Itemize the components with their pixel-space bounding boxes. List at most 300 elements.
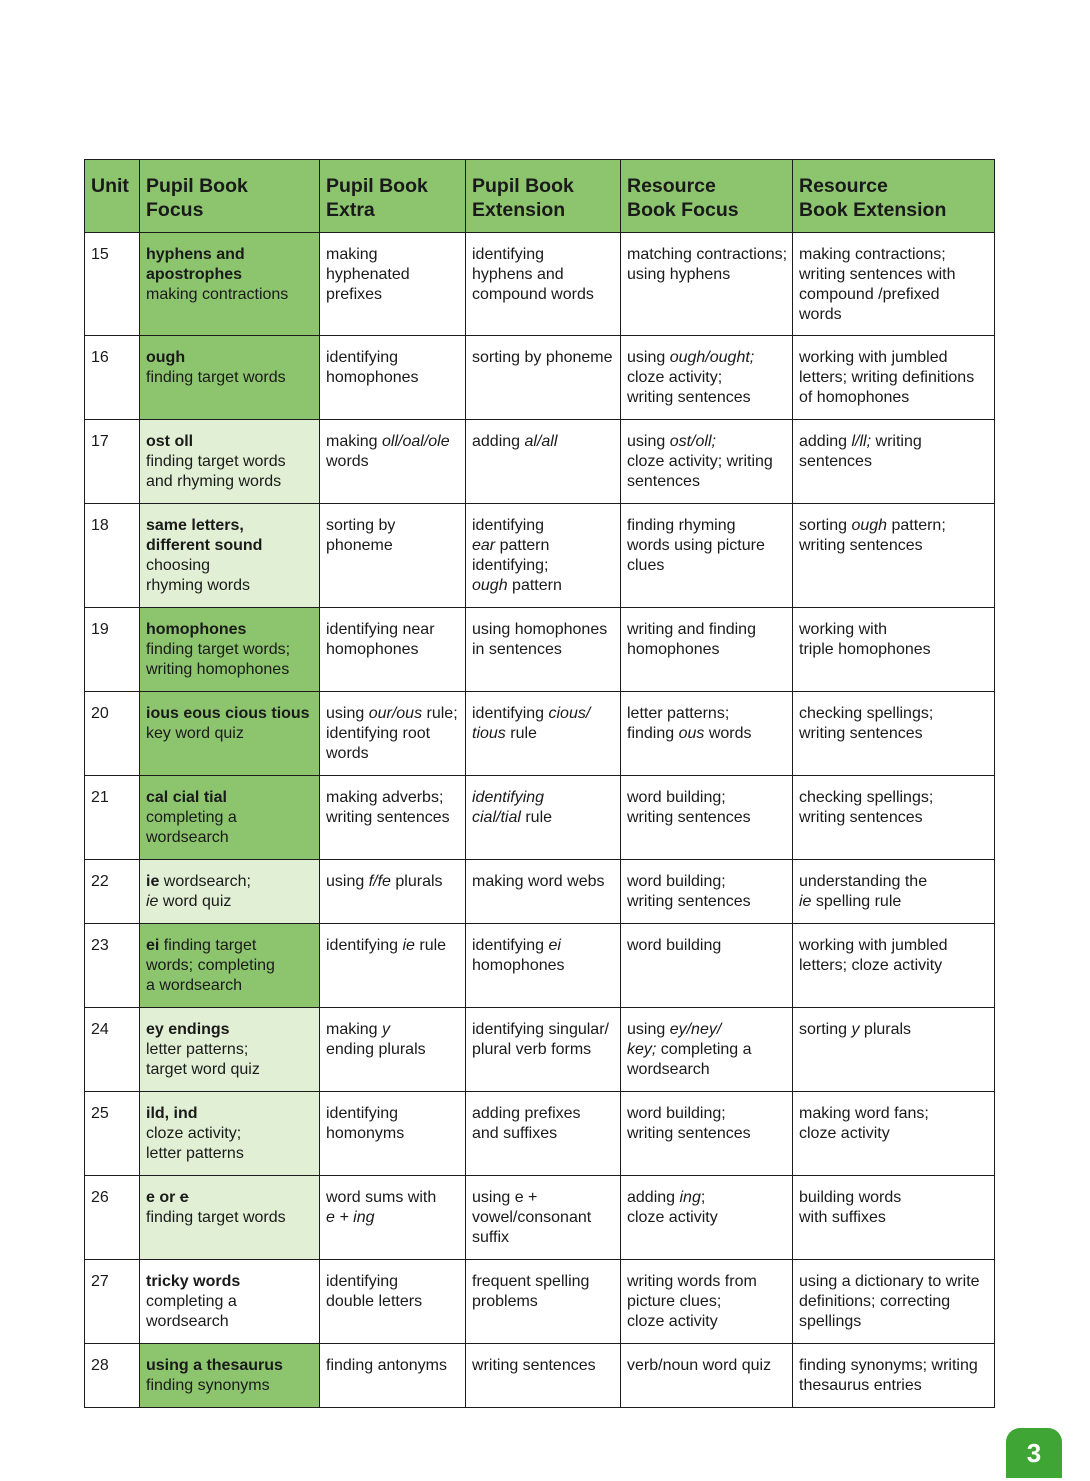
resource-book-focus-cell [621,1344,793,1408]
italic-text: oll/oal/ole [382,433,450,450]
cell-line [627,1104,788,1124]
cell-line [799,388,990,408]
cell-line [799,1188,990,1208]
cell-line [627,245,788,265]
plain-text: finding synonyms; writing [799,1357,978,1374]
cell-line [627,1312,788,1332]
resource-book-extension-cell [793,504,995,608]
italic-text: l/ll; [851,433,872,450]
cell-line [472,936,616,956]
cell-line [472,536,616,556]
pupil-book-extension-cell [466,336,621,420]
bold-text: ey endings [146,1021,230,1038]
bold-text: apostrophes [146,266,243,283]
plain-text: rule [520,809,553,826]
plain-text: target word quiz [146,1061,260,1078]
pupil-book-extra-cell [320,504,466,608]
cell-line [472,285,616,305]
plain-text: homonyms [326,1125,405,1142]
cell-line [326,936,461,956]
resource-book-extension-cell [793,608,995,692]
plain-text: making word webs [472,873,605,890]
cell-line [799,305,990,325]
resource-book-extension-cell [793,1260,995,1344]
pupil-book-focus-cell [140,336,320,420]
plain-text: definitions; correcting [799,1293,951,1310]
unit-number-cell: 15 [85,233,140,336]
plain-text: cloze activity [627,1209,718,1226]
resource-book-extension-cell [793,1344,995,1408]
cell-line [627,1292,788,1312]
cell-line [326,1104,461,1124]
cell-line [627,808,788,828]
plain-text: finding synonyms [146,1377,270,1394]
plain-text: words [799,306,842,323]
cell-line [326,1188,461,1208]
cell-line [326,1208,461,1228]
unit-number-cell: 24 [85,1008,140,1092]
cell-line [326,368,461,388]
table-header-row [85,160,995,233]
cell-line [326,640,461,660]
pupil-book-focus-cell [140,776,320,860]
cell-line [326,285,461,305]
cell-line [627,472,788,492]
cell-line [799,724,990,744]
cell-line [627,936,788,956]
plain-text: problems [472,1293,538,1310]
plain-text: building words [799,1189,902,1206]
pupil-book-extra-cell [320,420,466,504]
cell-line [627,388,788,408]
pupil-book-extra-cell [320,924,466,1008]
plain-text: completing a [146,1293,237,1310]
bold-text: same letters, [146,517,244,534]
plain-text: ; [700,1189,706,1206]
italic-text: ie [799,893,812,910]
plain-text: word building [627,937,722,954]
pupil-book-extension-cell [466,420,621,504]
cell-line [799,872,990,892]
plain-text: prefixes [326,286,383,303]
cell-line [326,1356,461,1376]
plain-text: ending plurals [326,1041,426,1058]
plain-text: with suffixes [799,1209,886,1226]
cell-line [799,452,990,472]
plain-text: finding rhyming [627,517,736,534]
italic-text: f/fe [368,873,391,890]
cell-line [326,808,461,828]
header-pupil-book-focus: Pupil Book Focus [140,160,320,233]
cell-line [799,620,990,640]
plain-text: identifying [326,349,399,366]
plain-text: using [326,873,369,890]
plain-text: sorting by [326,517,396,534]
resource-book-extension-cell [793,1176,995,1260]
cell-line [146,452,315,472]
pupil-book-extra-cell [320,1260,466,1344]
cell-line [627,1356,788,1376]
plain-text: using hyphens [627,266,731,283]
plain-text: and rhyming words [146,473,282,490]
plain-text: checking spellings; [799,705,934,722]
table-row [85,1092,995,1176]
cell-line [472,872,616,892]
plain-text: writing [871,433,922,450]
italic-text: y [382,1021,391,1038]
table-row [85,233,995,336]
cell-line [146,936,315,956]
cell-line [627,892,788,912]
resource-book-focus-cell [621,924,793,1008]
unit-number-cell: 20 [85,692,140,776]
cell-line [472,1188,616,1208]
cell-line [146,640,315,660]
italic-text: ei [548,937,561,954]
italic-text: ie [146,893,159,910]
cell-line [799,788,990,808]
bold-text: ild, ind [146,1105,198,1122]
plain-text: rhyming words [146,577,251,594]
cell-line [472,432,616,452]
cell-line [627,452,788,472]
unit-number-cell: 17 [85,420,140,504]
header-unit: Unit [85,160,140,233]
bold-text: ious eous cious tious [146,705,310,722]
plain-text: letter patterns [146,1145,244,1162]
cell-line [799,1104,990,1124]
pupil-book-extra-cell [320,860,466,924]
resource-book-extension-cell [793,692,995,776]
plain-text: finding antonyms [326,1357,447,1374]
plain-text: frequent spelling [472,1273,590,1290]
resource-book-focus-cell [621,233,793,336]
plain-text: and suffixes [472,1125,558,1142]
cell-line [472,1020,616,1040]
resource-book-extension-cell [793,233,995,336]
pupil-book-extra-cell [320,1344,466,1408]
plain-text: sorting [799,1021,852,1038]
table-row [85,1260,995,1344]
cell-line [326,1272,461,1292]
plain-text: making adverbs; [326,789,444,806]
resource-book-focus-cell [621,1092,793,1176]
italic-text: identifying [472,789,545,806]
cell-line [326,1124,461,1144]
pupil-book-extra-cell [320,1176,466,1260]
pupil-book-extension-cell [466,1092,621,1176]
cell-line [146,265,315,285]
plain-text: using a dictionary to write [799,1273,980,1290]
cell-line [146,808,315,828]
bold-text: tricky words [146,1273,241,1290]
resource-book-focus-cell [621,860,793,924]
resource-book-focus-cell [621,692,793,776]
cell-line [472,724,616,744]
pupil-book-focus-cell [140,924,320,1008]
italic-text: y [851,1021,860,1038]
plain-text: finding target words [146,1209,286,1226]
unit-number-cell: 25 [85,1092,140,1176]
plain-text: letter patterns; [627,705,730,722]
cell-line [472,1272,616,1292]
plain-text: double letters [326,1293,423,1310]
resource-book-focus-cell [621,1260,793,1344]
plain-text: checking spellings; [799,789,934,806]
plain-text: writing words from [627,1273,757,1290]
cell-line [472,808,616,828]
cell-line [146,1060,315,1080]
cell-line [146,432,315,452]
pupil-book-extra-cell [320,692,466,776]
cell-line [799,640,990,660]
cell-line [472,640,616,660]
plain-text: finding [627,725,679,742]
cell-line [146,1292,315,1312]
pupil-book-extra-cell [320,233,466,336]
cell-line [146,1188,315,1208]
plain-text: using homophones [472,621,608,638]
cell-line [472,1228,616,1248]
table-row [85,420,995,504]
cell-line [627,620,788,640]
cell-line [472,245,616,265]
cell-line [146,892,315,912]
cell-line [146,828,315,848]
pupil-book-focus-cell [140,860,320,924]
cell-line [627,1272,788,1292]
cell-line [326,536,461,556]
plain-text: using [326,705,369,722]
plain-text: hyphenated [326,266,410,283]
plain-text: word building; [627,873,726,890]
plain-text: letters; writing definitions [799,369,975,386]
italic-text: our/ous [368,705,423,722]
plain-text: cloze activity [627,1313,718,1330]
cell-line [146,536,315,556]
pupil-book-extension-cell [466,608,621,692]
plain-text: writing sentences with [799,266,956,283]
plain-text: finding target words [146,453,286,470]
cell-line [799,956,990,976]
plain-text: homophones [627,641,720,658]
cell-line [146,704,315,724]
plain-text: word building; [627,789,726,806]
pupil-book-focus-cell [140,233,320,336]
pupil-book-extension-cell [466,1260,621,1344]
cell-line [627,556,788,576]
resource-book-focus-cell [621,504,793,608]
pupil-book-focus-cell [140,1176,320,1260]
cell-line [472,704,616,724]
cell-line [146,956,315,976]
plain-text: phoneme [326,537,393,554]
plain-text: identifying [472,517,545,534]
plain-text: writing sentences [799,725,923,742]
bold-text: ei [146,937,160,954]
plain-text: matching contractions; [627,246,788,263]
bold-text: cal cial tial [146,789,227,806]
cell-line [146,472,315,492]
pupil-book-extension-cell [466,776,621,860]
plain-text: finding target words; [146,641,291,658]
plain-text: a wordsearch [146,977,243,994]
plain-text: identifying near [326,621,435,638]
crossed-out-letter: e [179,1189,189,1206]
resource-book-focus-cell [621,776,793,860]
plain-text: clues [627,557,665,574]
resource-book-extension-cell [793,1008,995,1092]
table-row [85,608,995,692]
unit-number-cell: 27 [85,1260,140,1344]
resource-book-extension-cell [793,1092,995,1176]
cell-line [799,1020,990,1040]
cell-line [799,348,990,368]
resource-book-focus-cell [621,1176,793,1260]
plain-text: working with jumbled [799,937,948,954]
plain-text: using e + [472,1189,538,1206]
cell-line [146,1208,315,1228]
resource-book-extension-cell [793,336,995,420]
cell-line [799,892,990,912]
cell-line [326,788,461,808]
plain-text: making [326,1021,383,1038]
plain-text: compound /prefixed [799,286,940,303]
cell-line [146,1376,315,1396]
cell-line [146,1356,315,1376]
plain-text: wordsearch [146,1313,229,1330]
plain-text: using [627,433,670,450]
cell-line [146,872,315,892]
pupil-book-extension-cell [466,233,621,336]
plain-text: key word quiz [146,725,244,742]
cell-line [326,744,461,764]
plain-text: words [326,745,369,762]
cell-line [146,368,315,388]
cell-line [799,1124,990,1144]
plain-text: word building; [627,1105,726,1122]
resource-book-extension-cell [793,860,995,924]
plain-text: hyphens and [472,266,564,283]
plain-text: thesaurus entries [799,1377,922,1394]
plain-text: identifying; [472,557,549,574]
cell-line [326,516,461,536]
plain-text: compound words [472,286,594,303]
cell-line [326,265,461,285]
cell-line [627,1208,788,1228]
plain-text: finding target words [146,369,286,386]
italic-text: ough/ought; [669,349,755,366]
cell-line [472,556,616,576]
page-number-badge: 3 [1006,1428,1062,1478]
pupil-book-focus-cell [140,692,320,776]
italic-text: ough [472,577,508,594]
cell-line [326,704,461,724]
plain-text: vowel/consonant [472,1209,592,1226]
header-pupil-book-extra: Pupil Book Extra [320,160,466,233]
plain-text: making [326,433,383,450]
plain-text: pattern [507,577,562,594]
cell-line [146,724,315,744]
plain-text: cloze activity; [627,369,723,386]
unit-number-cell: 22 [85,860,140,924]
pupil-book-focus-cell [140,608,320,692]
cell-line [627,724,788,744]
unit-number-cell: 18 [85,504,140,608]
cell-line [799,936,990,956]
plain-text: rule [414,937,447,954]
pupil-book-focus-cell [140,1092,320,1176]
cell-line [146,976,315,996]
resource-book-focus-cell [621,1008,793,1092]
plain-text: adding prefixes [472,1105,581,1122]
plain-text: writing sentences [472,1357,596,1374]
plain-text: homophones [326,641,419,658]
italic-text: ing [679,1189,701,1206]
cell-line [627,1188,788,1208]
unit-number-cell: 19 [85,608,140,692]
cell-line [326,1020,461,1040]
cell-line [627,704,788,724]
plain-text: verb/noun word quiz [627,1357,772,1374]
pupil-book-focus-cell [140,420,320,504]
plain-text: adding [627,1189,680,1206]
cell-line [799,1376,990,1396]
plain-text: finding target [159,937,257,954]
cell-line [799,536,990,556]
plain-text: adding [472,433,525,450]
italic-text: al/all [524,433,558,450]
plain-text: writing sentences [799,809,923,826]
plain-text: plurals [859,1021,912,1038]
cell-line [146,245,315,265]
plain-text: words [704,725,752,742]
plain-text: understanding the [799,873,928,890]
table-row [85,1344,995,1408]
cell-line [627,516,788,536]
cell-line [472,956,616,976]
cell-line [326,348,461,368]
plain-text: identifying singular/ [472,1021,609,1038]
table-row [85,1008,995,1092]
italic-text: cious/ [548,705,591,722]
resource-book-extension-cell [793,420,995,504]
plain-text: choosing [146,557,211,574]
cell-line [472,788,616,808]
table-row [85,336,995,420]
pupil-book-extension-cell [466,1176,621,1260]
cell-line [627,872,788,892]
italic-text: ear [472,537,496,554]
plain-text: identifying [472,937,549,954]
plain-text: in sentences [472,641,562,658]
plain-text: cloze activity [799,1125,890,1142]
italic-text: ie [402,937,415,954]
pupil-book-extension-cell [466,860,621,924]
pupil-book-focus-cell [140,1260,320,1344]
plain-text: completing a [656,1041,752,1058]
cell-line [627,1040,788,1060]
plain-text: writing sentences [627,893,751,910]
cell-line [472,1208,616,1228]
bold-text: hyphens and [146,246,245,263]
cell-line [799,808,990,828]
plain-text: writing sentences [627,1125,751,1142]
bold-text: ough [146,349,186,366]
cell-line [799,704,990,724]
table-row [85,692,995,776]
plain-text: letters; cloze activity [799,957,943,974]
